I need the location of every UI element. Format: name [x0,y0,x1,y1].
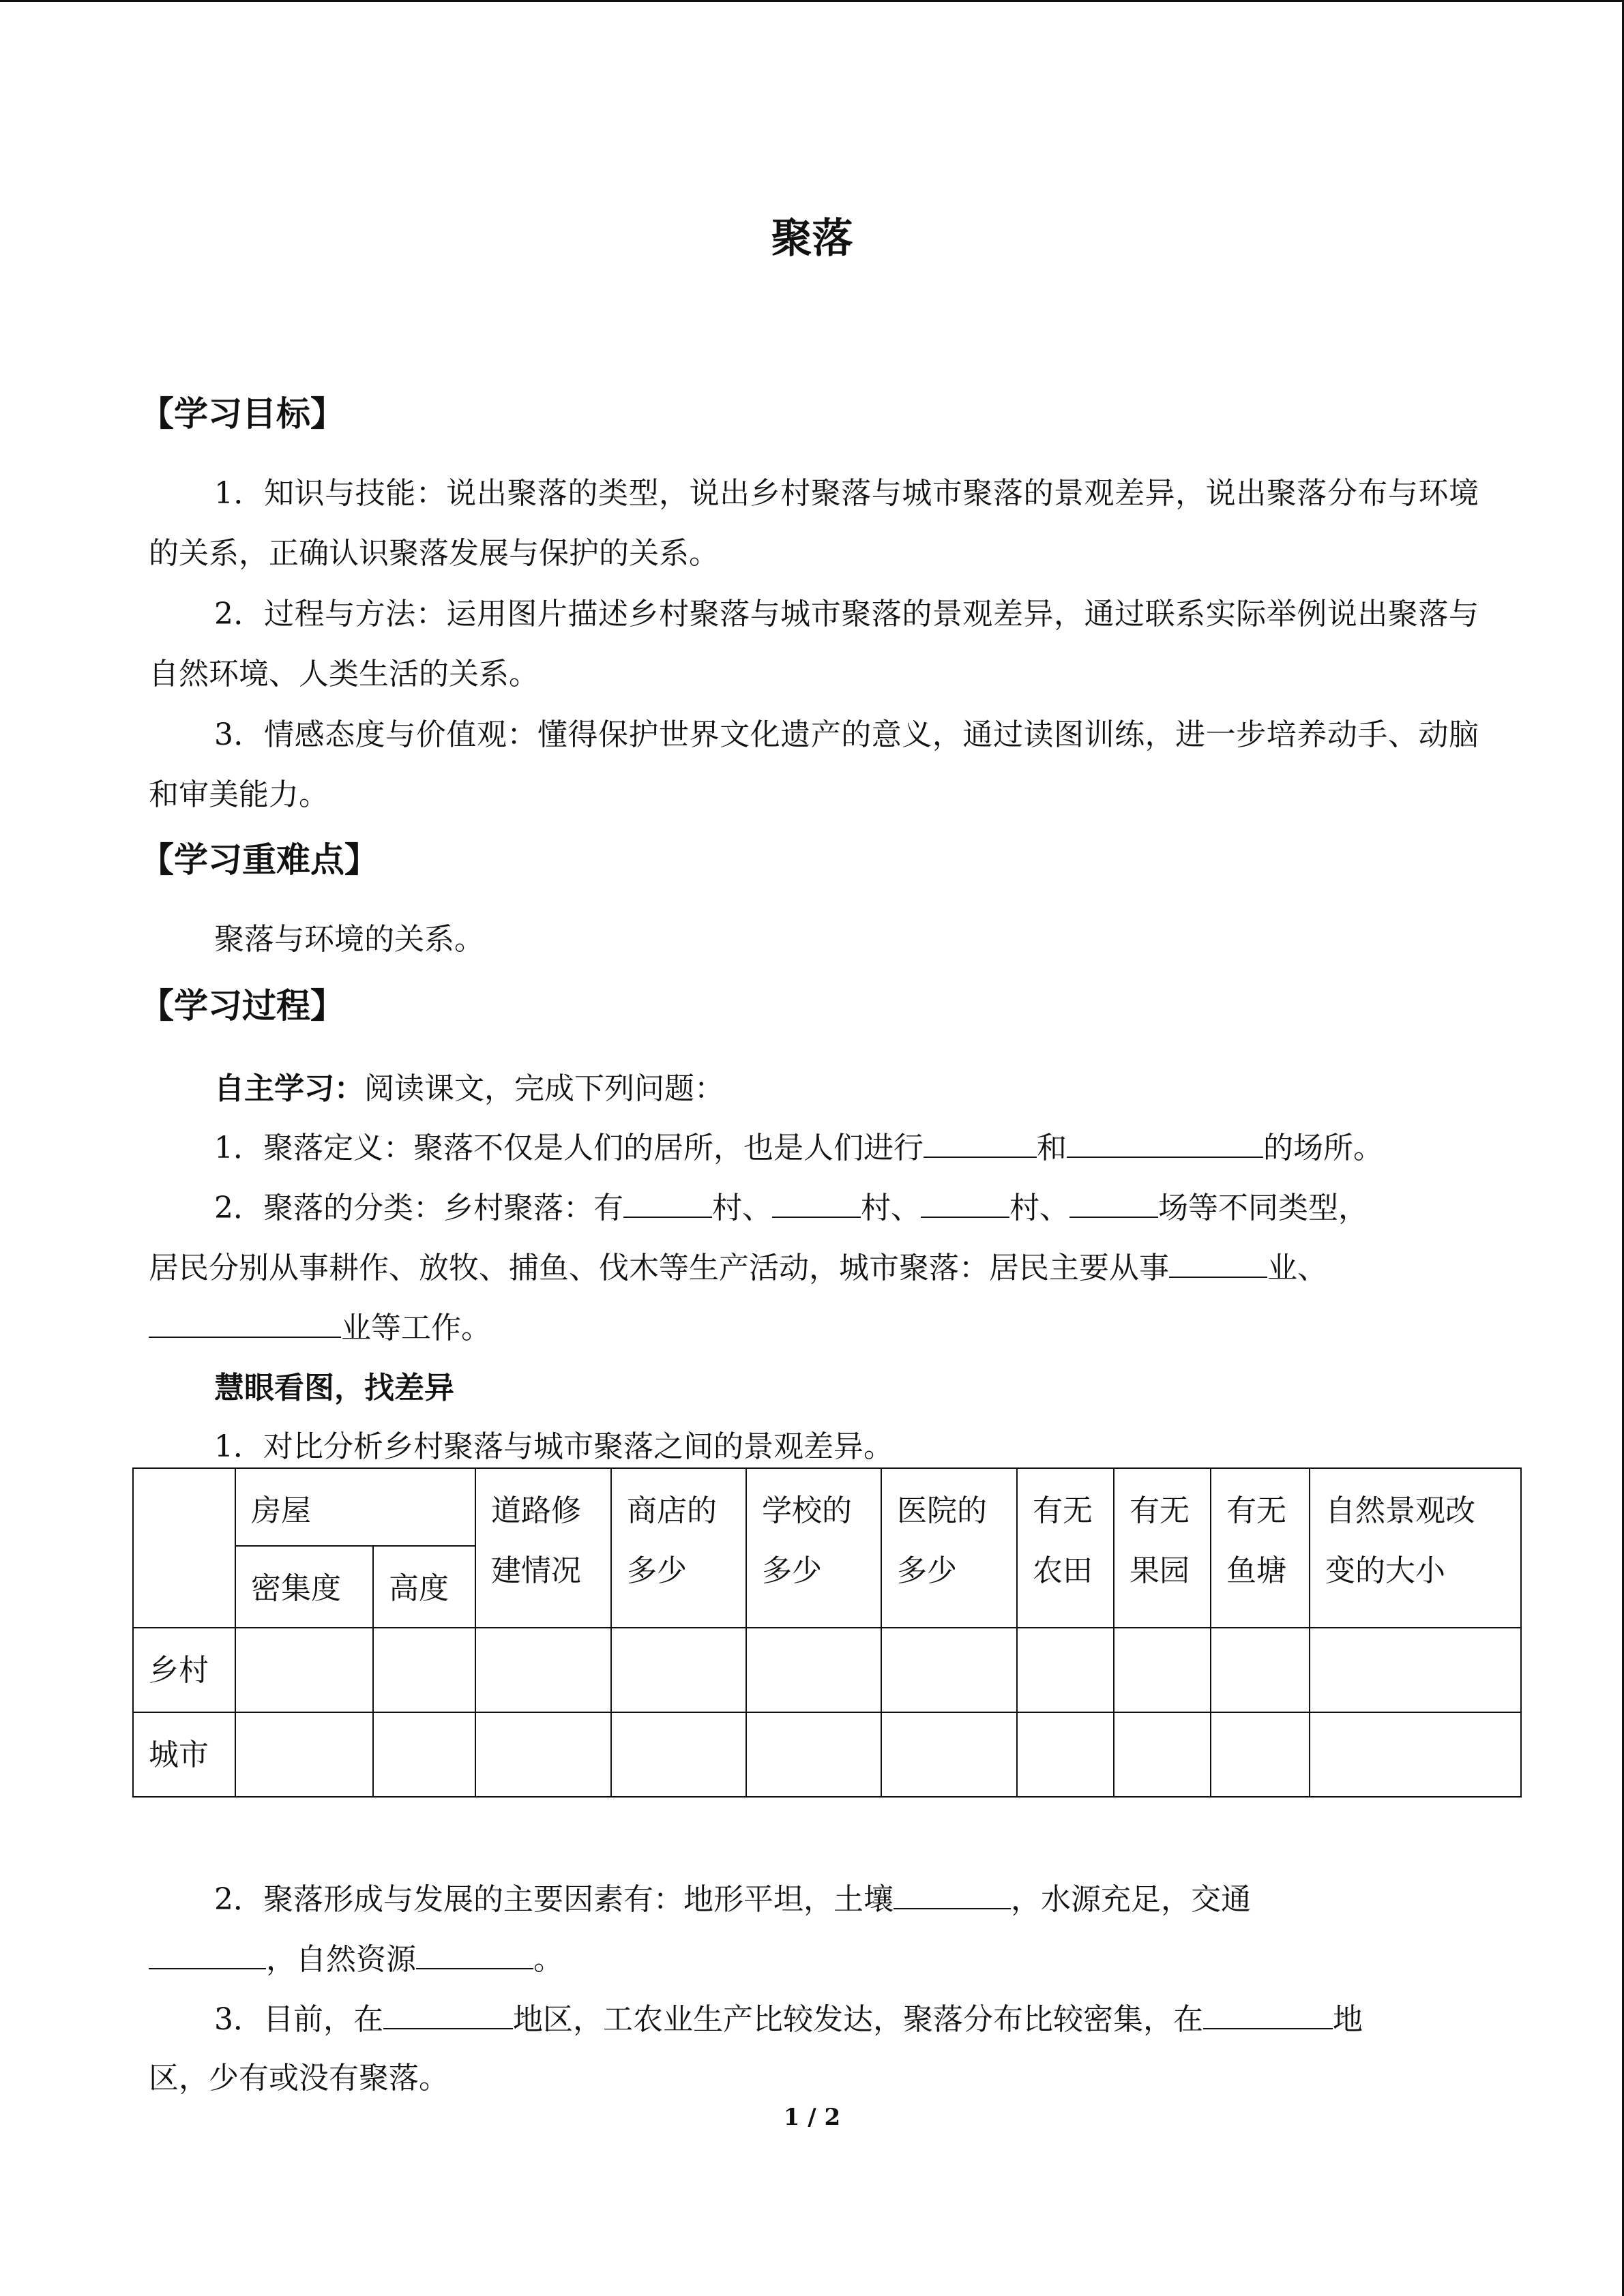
header-road: 道路修 建情况 [475,1468,611,1628]
header-shops: 商店的 多少 [611,1468,746,1628]
q1-text-a: 1．聚落定义：聚落不仅是人们的居所，也是人们进行 [214,1131,924,1165]
answer-blank[interactable] [1069,1182,1158,1218]
answer-cell[interactable] [373,1712,475,1797]
header-hospitals: 医院的 多少 [881,1468,1017,1628]
row-label-urban: 城市 [133,1712,235,1797]
answer-blank[interactable] [383,1994,513,2029]
q2-text-c: 村、 [861,1191,921,1225]
answer-cell[interactable] [235,1712,373,1797]
objective-2: 2．过程与方法：运用图片描述乡村聚落与城市聚落的景观差异，通过联系实际举例说出聚落与自然环境、人类生活的关系。 [149,597,1479,691]
objective-1: 1．知识与技能：说出聚落的类型，说出乡村聚落与城市聚落的景观差异，说出聚落分布与环境的关系，正确认识聚落发展与保护的关系。 [149,476,1479,571]
objectives-heading: 【学习目标】 [140,394,344,434]
header-house: 房屋 [235,1468,475,1546]
difficulty-heading: 【学习重难点】 [140,840,379,880]
page-number: 1 / 2 [783,2104,841,2131]
answer-blank[interactable] [1067,1122,1263,1158]
self-study-text: 阅读课文，完成下列问题： [364,1071,724,1106]
answer-cell[interactable] [1310,1628,1521,1712]
header-density: 密集度 [235,1546,373,1628]
answer-blank[interactable] [149,1302,341,1338]
q1-text-b: 和 [1037,1131,1067,1165]
answer-blank[interactable] [894,1874,1011,1909]
header-pond: 有无 鱼塘 [1211,1468,1310,1628]
q-region-text-a: 3．目前，在 [214,2002,383,2037]
q1-text-c: 的场所。 [1263,1131,1383,1165]
question-factors-line2 [149,1930,563,1990]
answer-cell[interactable] [881,1628,1017,1712]
question-region-line2: 区，少有或没有聚落。 [149,2061,449,2096]
compare-heading: 慧眼看图，找差异 [214,1371,454,1405]
answer-blank[interactable] [1169,1242,1267,1278]
answer-blank[interactable] [772,1182,861,1218]
header-orchard: 有无 果园 [1114,1468,1211,1628]
q2-text-g: 业、 [1267,1251,1327,1285]
answer-cell[interactable] [1017,1712,1114,1797]
q-region-text-c: 地 [1333,2002,1363,2037]
answer-cell[interactable] [235,1628,373,1712]
question-classification [214,1178,1368,1238]
q-region-text-b: 地区，工农业生产比较发达，聚落分布比较密集，在 [513,2002,1203,2037]
answer-cell[interactable] [475,1712,611,1797]
comparison-table [132,1467,1522,1798]
q-factors-text-c: ，自然资源 [266,1942,416,1977]
answer-cell[interactable] [1114,1712,1211,1797]
q2-text-a: 2．聚落的分类：乡村聚落：有 [214,1191,623,1225]
self-study-label: 自主学习： [214,1071,364,1106]
process-heading: 【学习过程】 [140,986,344,1026]
question-definition [214,1118,1383,1178]
answer-blank[interactable] [924,1122,1037,1158]
self-study-line [214,1059,724,1119]
header-nature: 自然景观改 变的大小 [1310,1468,1521,1628]
objective-3: 3．情感态度与价值观：懂得保护世界文化遗产的意义，通过读图训练，进一步培养动手、动脑和审美能力。 [149,717,1479,812]
compare-intro: 1．对比分析乡村聚落与城市聚落之间的景观差异。 [214,1429,894,1464]
question-classification-line2 [149,1238,1327,1298]
answer-cell[interactable] [373,1628,475,1712]
answer-cell[interactable] [1114,1628,1211,1712]
answer-cell[interactable] [475,1628,611,1712]
row-label-rural: 乡村 [133,1628,235,1712]
answer-blank[interactable] [416,1934,533,1969]
answer-blank[interactable] [623,1182,712,1218]
q-factors-text-b: ，水源充足，交通 [1011,1882,1251,1917]
answer-blank[interactable] [921,1182,1009,1218]
answer-blank[interactable] [149,1934,266,1969]
q2-text-f: 居民分别从事耕作、放牧、捕鱼、伐木等生产活动，城市聚落：居民主要从事 [149,1251,1169,1285]
q-factors-text-a: 2．聚落形成与发展的主要因素有：地形平坦，土壤 [214,1882,894,1917]
answer-cell[interactable] [1211,1628,1310,1712]
q2-text-e: 场等不同类型， [1158,1191,1368,1225]
answer-cell[interactable] [746,1628,881,1712]
difficulty-text: 聚落与环境的关系。 [214,922,484,957]
answer-blank[interactable] [1203,1994,1333,2029]
q-factors-text-d: 。 [533,1942,563,1977]
answer-cell[interactable] [1310,1712,1521,1797]
answer-cell[interactable] [1211,1712,1310,1797]
header-farmland: 有无 农田 [1017,1468,1114,1628]
question-classification-line3 [149,1298,491,1358]
answer-cell[interactable] [1017,1628,1114,1712]
answer-cell[interactable] [611,1628,746,1712]
question-factors [214,1870,1251,1930]
answer-cell[interactable] [881,1712,1017,1797]
answer-cell[interactable] [746,1712,881,1797]
page-title: 聚落 [771,215,853,263]
table-corner-cell [133,1468,235,1628]
q2-text-b: 村、 [712,1191,772,1225]
answer-cell[interactable] [611,1712,746,1797]
question-region [214,1990,1363,2050]
header-schools: 学校的 多少 [746,1468,881,1628]
header-height: 高度 [373,1546,475,1628]
q2-text-h: 业等工作。 [341,1311,491,1345]
q2-text-d: 村、 [1009,1191,1069,1225]
